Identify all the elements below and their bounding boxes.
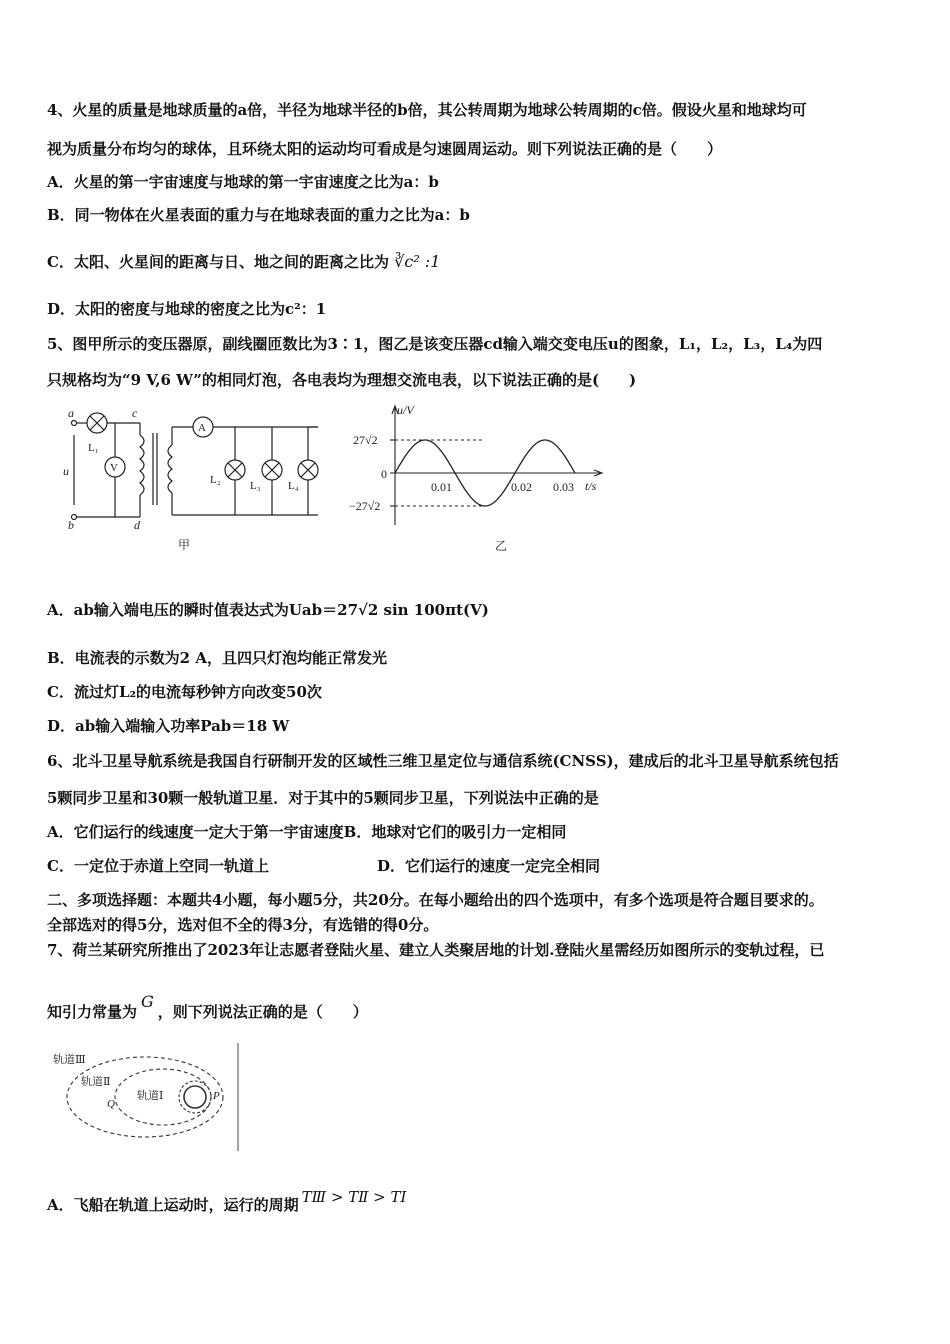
fig-caption-yi: 乙 bbox=[495, 539, 508, 553]
q4-option-c-text: C．太阳、火星间的距离与日、地之间的距离之比为 bbox=[47, 253, 389, 271]
q7-constant-g: G bbox=[141, 992, 154, 1011]
section2-line1: 二、多项选择题：本题共4小题，每小题5分，共20分。在每小题给出的四个选项中，有多个选项是符合题目要求的。 bbox=[47, 891, 824, 909]
graph-y-zero-label: 0 bbox=[381, 467, 387, 481]
q5-stem-line1: 5、图甲所示的变压器原，副线圈匝数比为3∶1，图乙是该变压器cd输入端交变电压u的图象，L₁，L₂，L₃，L₄为四 bbox=[47, 335, 823, 353]
fig-caption-jia: 甲 bbox=[178, 538, 191, 552]
circuit-label-l1: L₁ bbox=[88, 442, 99, 454]
q4-stem-line1: 4、火星的质量是地球质量的a倍，半径为地球半径的b倍，其公转周期为地球公转周期的c倍。假设火星和地球均可 bbox=[47, 101, 807, 119]
q5-option-a: A．ab输入端电压的瞬时值表达式为Uab＝27√2 sin 100πt(V) bbox=[47, 601, 489, 619]
circuit-label-c: c bbox=[132, 406, 138, 420]
q7-orbit-figure bbox=[45, 1043, 245, 1155]
orbit-label-2: 轨道Ⅱ bbox=[81, 1076, 111, 1088]
circuit-label-d: d bbox=[134, 518, 140, 532]
q5-voltage-graph bbox=[345, 400, 615, 560]
graph-x-tick-2: 0.02 bbox=[511, 480, 532, 494]
q5-option-c: C．流过灯L₂的电流每秒钟方向改变50次 bbox=[47, 683, 322, 701]
graph-x-tick-1: 0.01 bbox=[431, 480, 452, 494]
q4-option-d: D．太阳的密度与地球的密度之比为c²：1 bbox=[47, 300, 327, 318]
graph-x-tick-3: 0.03 bbox=[553, 480, 574, 494]
q7-stem-line2 bbox=[47, 992, 368, 1022]
q6-option-c: C．一定位于赤道上空同一轨道上 bbox=[47, 857, 269, 875]
q7-option-a-text: A．飞船在轨道上运动时，运行的周期 bbox=[47, 1196, 299, 1214]
q4-option-a: A．火星的第一宇宙速度与地球的第一宇宙速度之比为a：b bbox=[47, 173, 439, 191]
orbit-point-p: P bbox=[213, 1090, 220, 1102]
graph-x-axis-label: t/s bbox=[585, 479, 597, 493]
graph-y-bottom-label: −27√2 bbox=[349, 499, 381, 513]
q6-stem-line1: 6、北斗卫星导航系统是我国自行研制开发的区域性三维卫星定位与通信系统(CNSS)，建成后的北斗卫星导航系统包括 bbox=[47, 752, 839, 770]
circuit-label-b: b bbox=[68, 518, 74, 532]
q7-option-a bbox=[47, 1188, 407, 1215]
q5-stem-line2: 只规格均为“9 V,6 W”的相同灯泡，各电表均为理想交流电表，以下说法正确的是( ) bbox=[47, 371, 637, 389]
q4-option-b: B．同一物体在火星表面的重力与在地球表面的重力之比为a：b bbox=[47, 206, 470, 224]
circuit-label-l4: L₄ bbox=[288, 480, 299, 492]
orbit-point-q: Q bbox=[107, 1098, 115, 1110]
graph-y-axis-label: u/V bbox=[397, 403, 414, 417]
circuit-label-u: u bbox=[63, 464, 69, 478]
q6-stem-line2: 5颗同步卫星和30颗一般轨道卫星．对于其中的5颗同步卫星，下列说法中正确的是 bbox=[47, 789, 599, 807]
q7-stem-line1: 7、荷兰某研究所推出了2023年让志愿者登陆火星、建立人类聚居地的计划.登陆火星需经历如图所示的变轨过程，已 bbox=[47, 941, 825, 959]
q7-stem-suffix: ，则下列说法正确的是（ ） bbox=[157, 1003, 368, 1021]
q4-stem-line2: 视为质量分布均匀的球体，且环绕太阳的运动均可看成是匀速圆周运动。则下列说法正确的是（ ） bbox=[47, 140, 723, 158]
ammeter-label: A bbox=[198, 422, 206, 434]
q5-circuit-figure bbox=[60, 405, 340, 555]
q5-option-d: D．ab输入端输入功率Pab＝18 W bbox=[47, 717, 290, 735]
q6-option-ab: A．它们运行的线速度一定大于第一宇宙速度B．地球对它们的吸引力一定相同 bbox=[47, 823, 567, 841]
q4-option-c bbox=[47, 252, 440, 272]
section2-line2: 全部选对的得5分，选对但不全的得3分，有选错的得0分。 bbox=[47, 916, 439, 934]
graph-y-top-label: 27√2 bbox=[353, 433, 378, 447]
circuit-label-l2: L₂ bbox=[210, 474, 221, 486]
q7-option-a-math: TⅢ > TⅡ > TⅠ bbox=[301, 1188, 407, 1206]
orbit-label-1: 轨道Ⅰ bbox=[137, 1090, 164, 1102]
q6-option-d: D．它们运行的速度一定完全相同 bbox=[377, 857, 601, 875]
q4-option-c-math: ∛c² :1 bbox=[394, 252, 441, 271]
voltmeter-label: V bbox=[110, 462, 118, 474]
circuit-label-a: a bbox=[68, 406, 74, 420]
orbit-label-3: 轨道Ⅲ bbox=[53, 1054, 86, 1066]
circuit-label-l3: L₃ bbox=[250, 480, 261, 492]
q5-option-b: B．电流表的示数为2 A，且四只灯泡均能正常发光 bbox=[47, 649, 387, 667]
q7-stem-prefix: 知引力常量为 bbox=[47, 1003, 138, 1021]
